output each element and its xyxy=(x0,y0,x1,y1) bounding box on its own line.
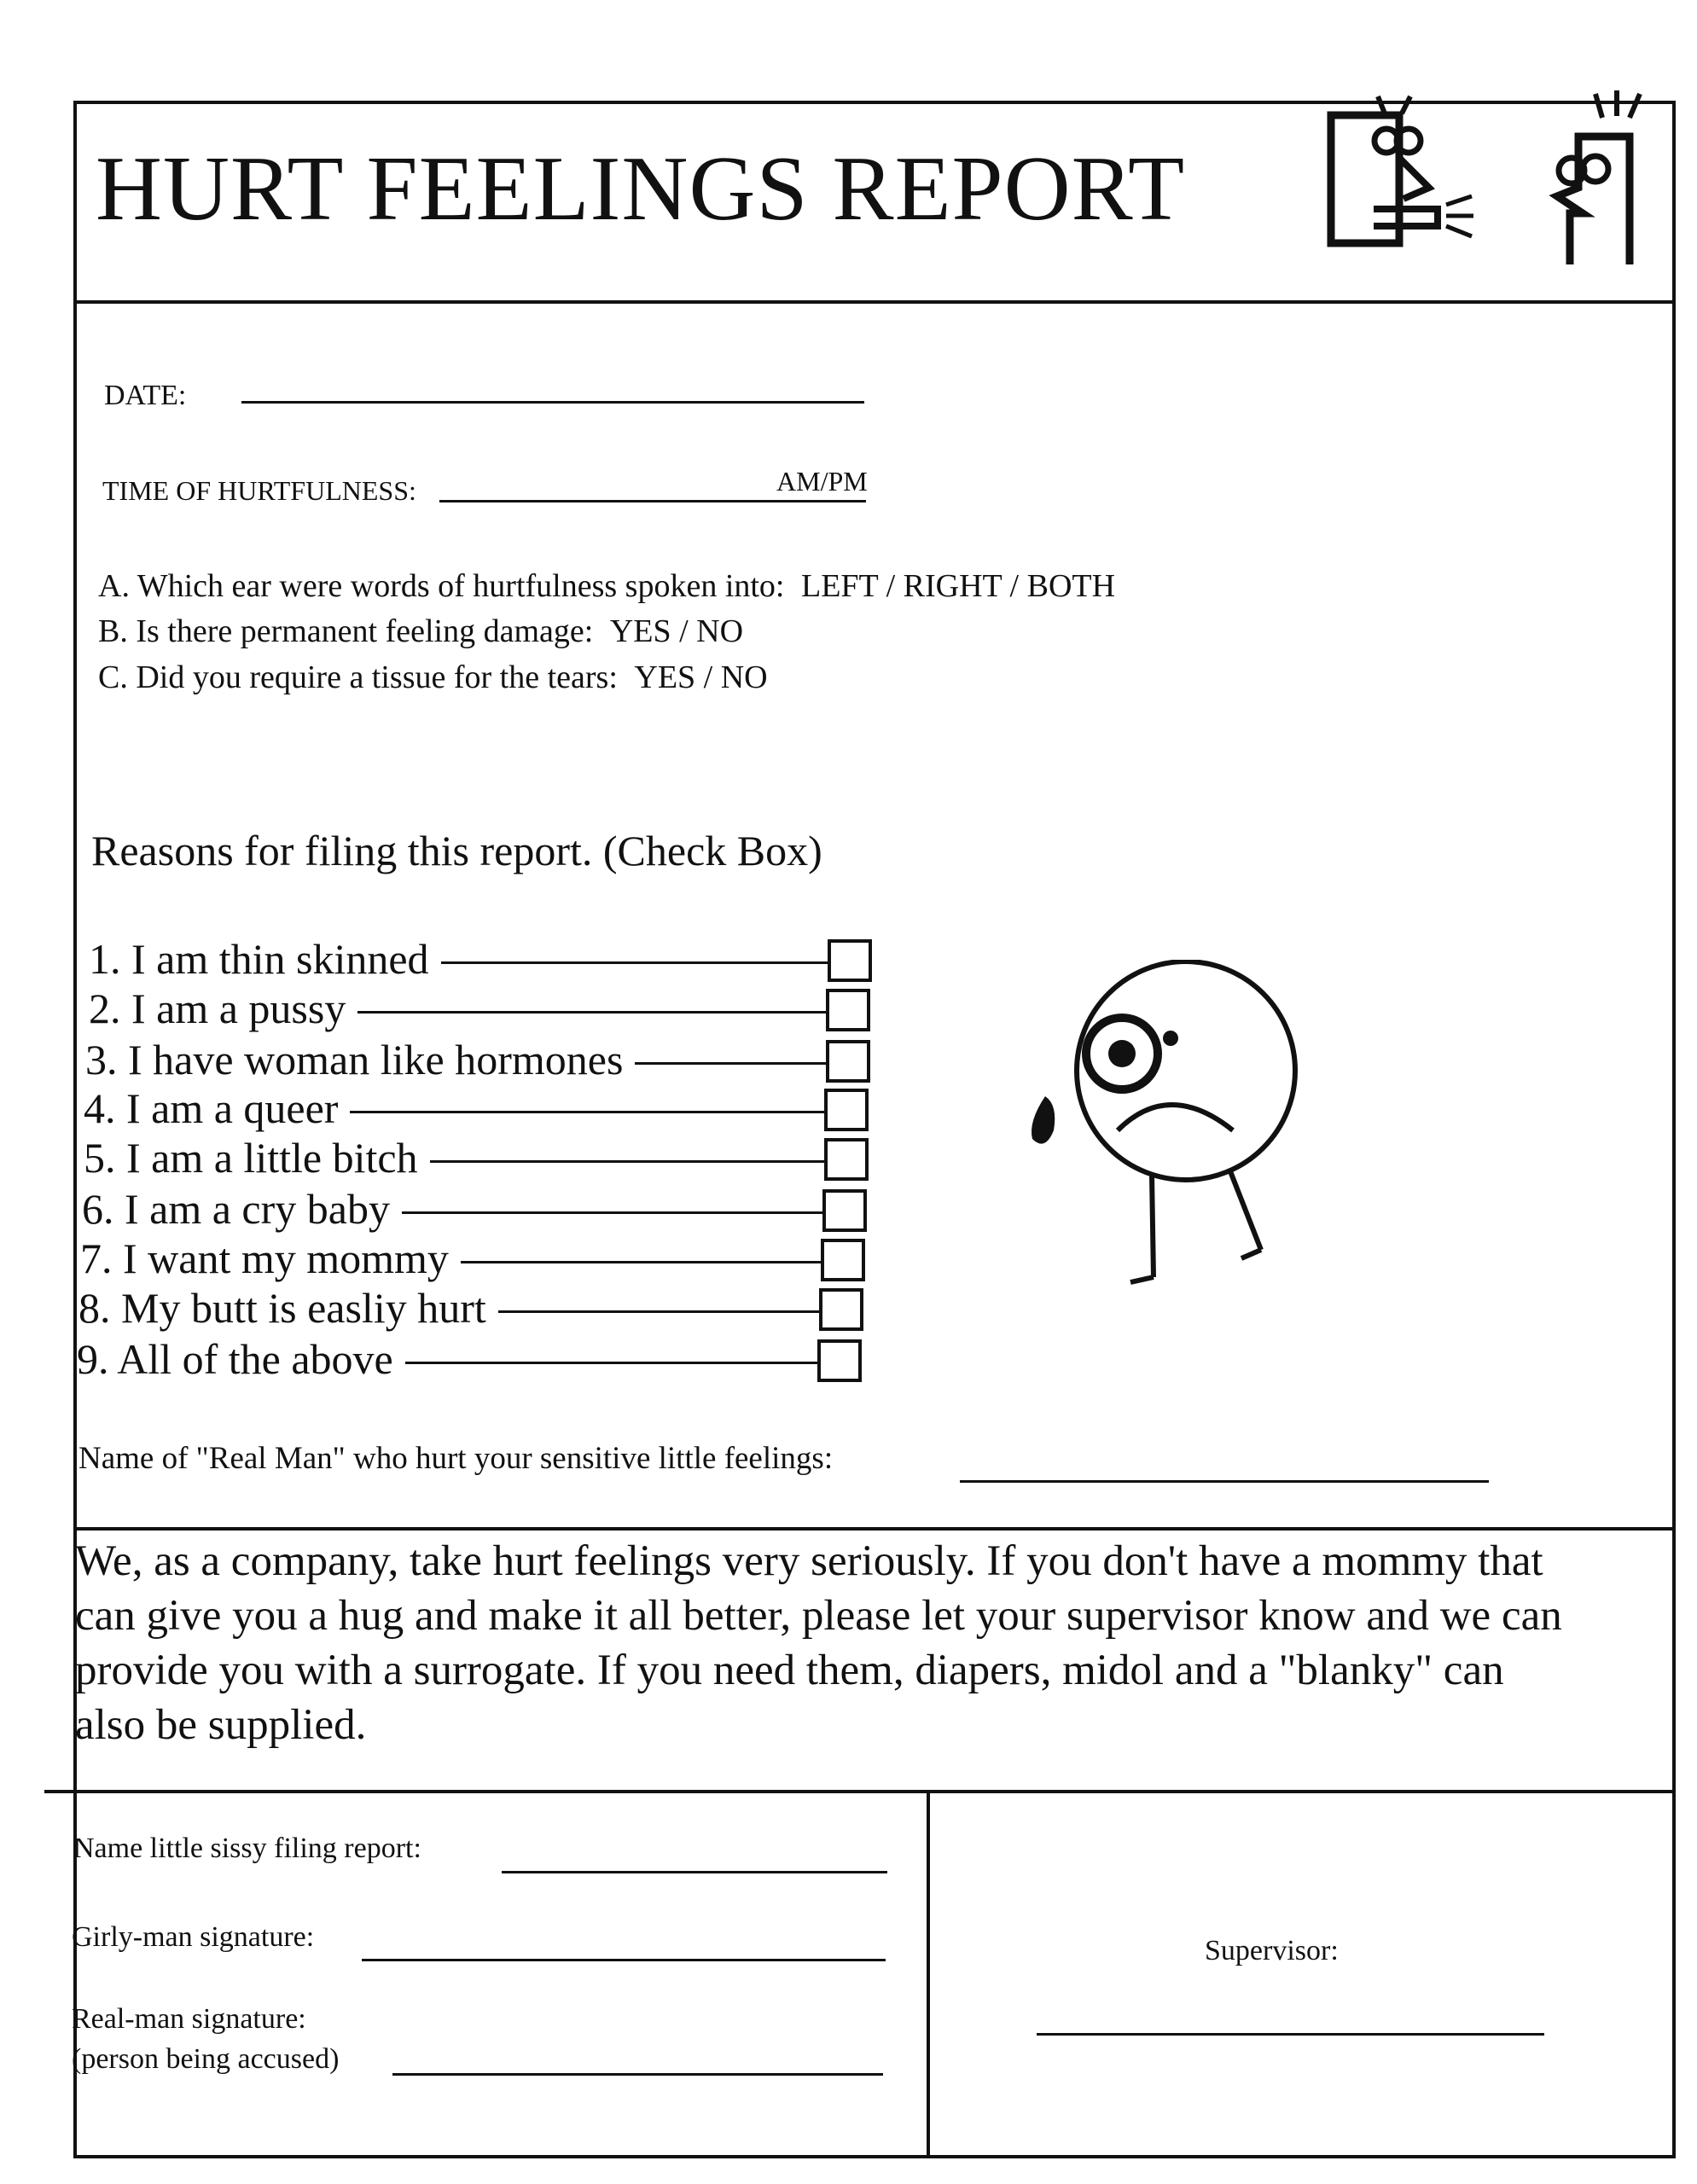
sissy-name-label: Name little sissy filing report: xyxy=(73,1833,421,1864)
accused-label: (person being accused) xyxy=(72,2043,340,2075)
reason-item xyxy=(78,1283,486,1333)
sissy-name-field[interactable] xyxy=(502,1871,887,1873)
girly-signature-field[interactable] xyxy=(362,1959,886,1961)
reason-label: 4. I am a queer xyxy=(84,1084,339,1132)
question-c-text: C. Did you require a tissue for the tears: xyxy=(98,659,618,695)
supervisor-signature-field[interactable] xyxy=(1037,2033,1544,2036)
reason-label: 6. I am a cry baby xyxy=(82,1185,390,1233)
reason-item xyxy=(89,984,346,1033)
question-b xyxy=(98,613,743,650)
real-signature-label: Real-man signature: xyxy=(72,2003,306,2035)
reason-item xyxy=(84,1133,418,1182)
offender-label: Name of "Real Man" who hurt your sensitive little feelings: xyxy=(78,1441,834,1476)
yelling-figure-icon xyxy=(1318,90,1480,252)
reason-checkbox[interactable] xyxy=(817,1339,862,1382)
question-b-text: B. Is there permanent feeling damage: xyxy=(98,613,594,649)
company-statement: We, as a company, take hurt feelings very seriously. If you don't have a mommy that can give you a hug and make it all better, please let your supervisor know and we can provide you with a surrogate. If you need them, diapers, midol and a "blanky" can also be supplied. xyxy=(75,1537,1562,1749)
reason-leader-line xyxy=(430,1160,824,1163)
reason-leader-line xyxy=(498,1310,819,1313)
reasons-heading: Reasons for filing this report. (Check Box) xyxy=(91,827,822,874)
question-a-text: A. Which ear were words of hurtfulness spoken into: xyxy=(98,568,785,604)
question-b-options[interactable]: YES / NO xyxy=(609,613,744,649)
reason-leader-line xyxy=(357,1011,826,1014)
supervisor-label: Supervisor: xyxy=(1205,1935,1339,1966)
reason-leader-line xyxy=(461,1261,821,1263)
reason-leader-line xyxy=(405,1362,817,1364)
reason-leader-line xyxy=(635,1062,826,1065)
question-c xyxy=(98,659,768,696)
reason-checkbox[interactable] xyxy=(819,1288,863,1331)
time-suffix: AM/PM xyxy=(776,466,868,497)
reason-label: 3. I have woman like hormones xyxy=(85,1036,624,1083)
reason-label: 1. I am thin skinned xyxy=(89,935,429,983)
reason-leader-line xyxy=(350,1111,824,1113)
reason-item xyxy=(84,1083,338,1133)
reason-checkbox[interactable] xyxy=(828,939,872,982)
reason-item xyxy=(82,1184,390,1234)
reason-checkbox[interactable] xyxy=(826,1040,870,1083)
reason-item xyxy=(80,1234,449,1283)
reason-leader-line xyxy=(402,1211,822,1214)
date-label: DATE: xyxy=(104,380,187,411)
time-field[interactable] xyxy=(439,500,866,502)
sad-face-icon xyxy=(1007,960,1314,1318)
startled-figure-icon xyxy=(1519,85,1664,273)
reason-item xyxy=(85,1035,623,1084)
reason-checkbox[interactable] xyxy=(821,1239,865,1281)
question-a-options[interactable]: LEFT / RIGHT / BOTH xyxy=(801,568,1116,604)
reason-label: 5. I am a little bitch xyxy=(84,1134,418,1182)
date-field[interactable] xyxy=(241,401,864,404)
reason-checkbox[interactable] xyxy=(822,1189,867,1232)
reason-checkbox[interactable] xyxy=(824,1138,869,1181)
girly-signature-label: Girly-man signature: xyxy=(72,1921,315,1953)
question-a xyxy=(98,567,1115,605)
reason-label: 7. I want my mommy xyxy=(80,1234,449,1282)
question-c-options[interactable]: YES / NO xyxy=(634,659,768,695)
real-signature-field[interactable] xyxy=(392,2073,883,2076)
reason-checkbox[interactable] xyxy=(826,989,870,1031)
page-title: HURT FEELINGS REPORT xyxy=(96,138,1186,240)
reason-leader-line xyxy=(441,961,828,964)
reason-label: 9. All of the above xyxy=(77,1335,393,1383)
signature-column-divider xyxy=(927,1790,930,2158)
reason-label: 8. My butt is easliy hurt xyxy=(78,1284,486,1332)
reason-item xyxy=(77,1334,393,1384)
offender-field[interactable] xyxy=(960,1480,1489,1483)
statement-divider xyxy=(73,1527,1676,1531)
reason-checkbox[interactable] xyxy=(824,1089,869,1131)
time-label: TIME OF HURTFULNESS: xyxy=(102,475,416,506)
signature-divider xyxy=(44,1790,1676,1793)
header-divider xyxy=(73,300,1676,304)
reason-label: 2. I am a pussy xyxy=(89,985,346,1032)
reason-item xyxy=(89,934,429,984)
